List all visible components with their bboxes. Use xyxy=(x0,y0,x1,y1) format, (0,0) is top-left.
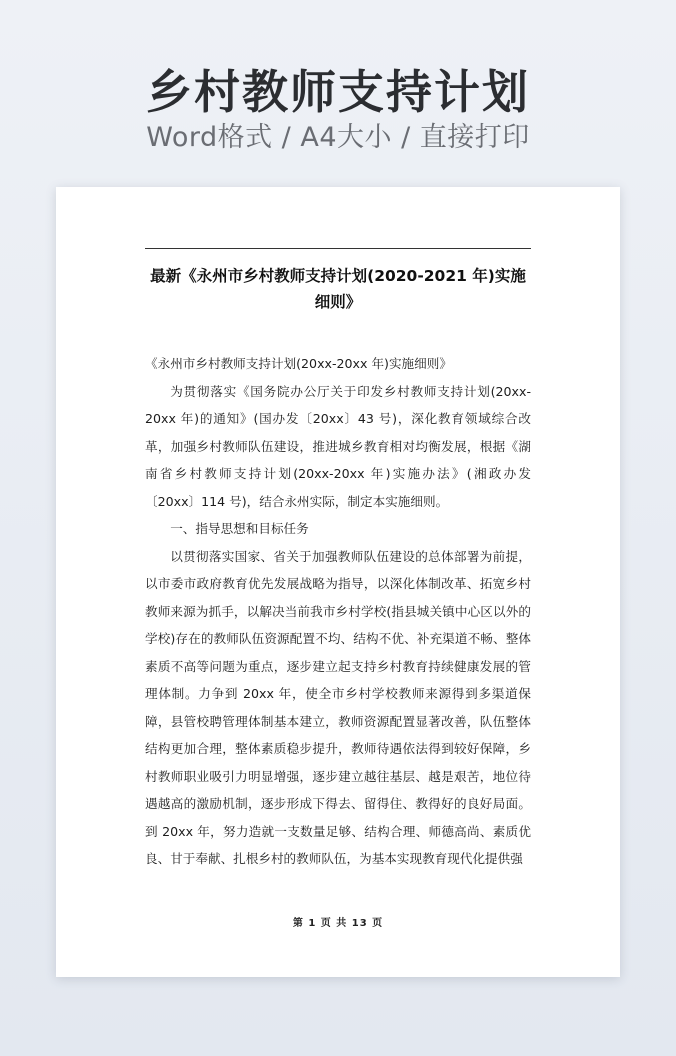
document-page xyxy=(56,187,620,977)
paragraph-intro: 为贯彻落实《国务院办公厅关于印发乡村教师支持计划(20xx-20xx 年)的通知》(国办发〔20xx〕43 号)，深化教育领域综合改革，加强乡村教师队伍建设，推进城乡教育相对均衡发展，根据《湖南省乡村教师支持计划(20xx-20xx 年)实施办法》(湘政办发〔20xx〕114 号)，结合永州实际，制定本实施细则。 xyxy=(145,383,531,509)
document-body xyxy=(145,350,531,873)
paragraph-heading-ref: 《永州市乡村教师支持计划(20xx-20xx 年)实施细则》 xyxy=(145,356,452,371)
section-heading: 一、指导思想和目标任务 xyxy=(170,521,309,536)
header-rule xyxy=(145,248,531,249)
header-banner xyxy=(0,0,676,186)
banner-subtitle: Word格式 / A4大小 / 直接打印 xyxy=(146,122,530,153)
document-title: 最新《永州市乡村教师支持计划(2020-2021 年)实施细则》 xyxy=(150,267,526,311)
paragraph-body: 以贯彻落实国家、省关于加强教师队伍建设的总体部署为前提，以市委市政府教育优先发展战略为指导，以深化体制改革、拓宽乡村教师来源为抓手，以解决当前我市乡村学校(指县城关镇中心区以外的学校)存在的教师队伍资源配置不均、结构不优、补充渠道不畅、整体素质不高等问题为重点，逐步建立起支持乡村教育持续健康发展的管理体制。力争到 20xx 年，使全市乡村学校教师来源得到多渠道保障，县管校聘管理体制基本建立，教师资源配置显著改善，队伍整体结构更加合理，整体素质稳步提升，教师待遇依法得到较好保障，乡村教师职业吸引力明显增强，逐步建立越往基层、越是艰苦，地位待遇越高的激励机制，逐步形成下得去、留得住、教得好的良好局面。到 20xx 年，努力造就一支数量足够、结构合理、师德高尚、素质优良、甘于奉献、扎根乡村的教师队伍，为基本实现教育现代化提供强 xyxy=(145,548,531,866)
page-number: 第 1 页 共 13 页 xyxy=(292,918,384,929)
banner-title: 乡村教师支持计划 xyxy=(146,65,530,119)
